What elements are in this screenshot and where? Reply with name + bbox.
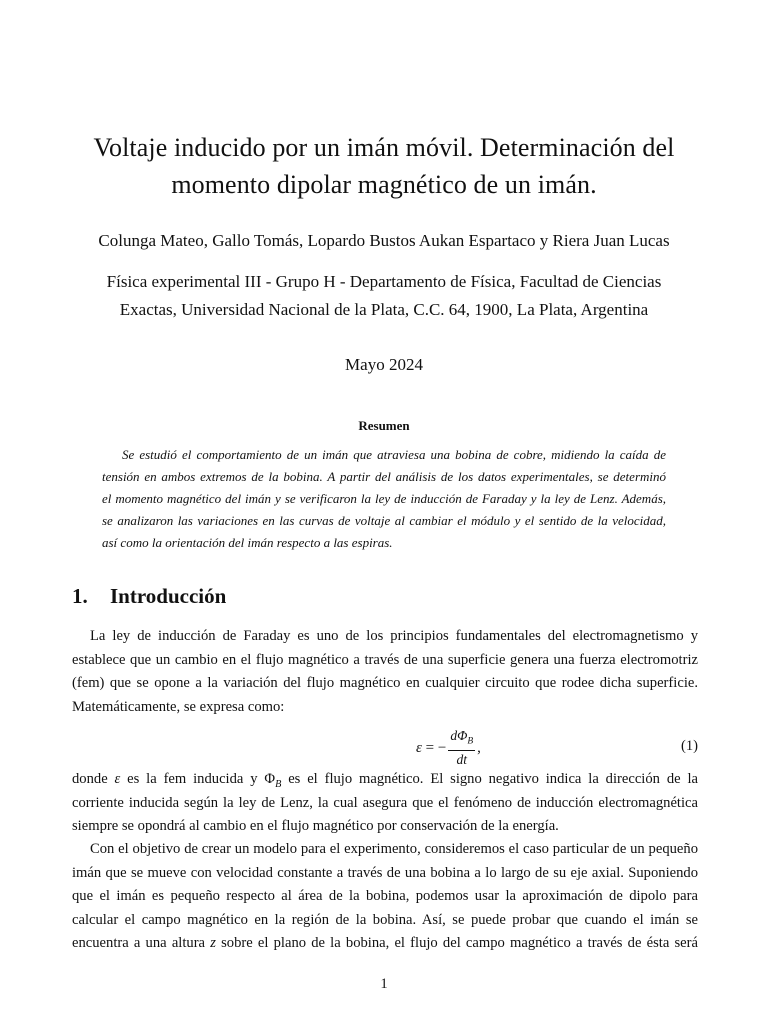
- equation-denominator: dt: [456, 752, 467, 768]
- page-number: 1: [380, 976, 388, 992]
- equation-numerator: [448, 727, 475, 752]
- section-heading-introduccion: [72, 582, 226, 610]
- paper-title-line-2: momento dipolar magnético de un imán.: [171, 170, 597, 199]
- paragraph-line: que el imán es pequeño respecto al área de la bobina, podemos usar la aproximación de dipolo para: [72, 888, 698, 904]
- abstract-line: Se estudió el comportamiento de un imán que atraviesa una bobina de cobre, midiendo la caída de: [122, 447, 666, 462]
- affiliation-line-2: Exactas, Universidad Nacional de la Plata, C.C. 64, 1900, La Plata, Argentina: [119, 300, 649, 319]
- affiliation-line-1: Física experimental III - Grupo H - Departamento de Física, Facultad de Ciencias: [106, 272, 662, 291]
- numerator-subscript: B: [467, 736, 474, 747]
- paragraph-line: Con el objetivo de crear un modelo para el experimento, consideremos el caso particular de un pequeño: [90, 841, 698, 857]
- text-run: es el flujo magnético. El signo negativo indica la dirección de la: [281, 771, 698, 787]
- abstract: [102, 444, 666, 554]
- flux-symbol: Φ: [264, 771, 276, 787]
- paragraph-line: imán que se mueve con velocidad constante a través de una bobina a lo largo de su eje axial. Suponiendo: [72, 864, 698, 881]
- text-run: es la fem inducida y: [120, 771, 265, 787]
- section-number: 1.: [72, 584, 88, 608]
- authors: Colunga Mateo, Gallo Tomás, Lopardo Bustos Aukan Espartaco y Riera Juan Lucas: [98, 231, 670, 250]
- equation-equals-minus: = −: [421, 739, 447, 756]
- paragraph-emf-definition: [72, 768, 698, 839]
- paragraph-line: corriente inducida según la ley de Lenz, la cual asegura que el fenómeno de inducción electromagnética: [72, 794, 698, 811]
- height-variable: z: [210, 935, 216, 951]
- abstract-line: así como la orientación del imán respecto a las espiras.: [102, 535, 393, 550]
- section-title: Introducción: [110, 584, 227, 608]
- paragraph-line: calcular el campo magnético en la región de la bobina. Así, se puede probar que cuando el imán se: [72, 911, 698, 928]
- paragraph-line: Matemáticamente, se expresa como:: [72, 698, 285, 715]
- paragraph-model: [72, 838, 698, 956]
- equation-1: [72, 726, 698, 770]
- text-run: encuentra a una altura: [72, 935, 211, 951]
- paragraph-line: (fem) que se opone a la variación del flujo magnético en cualquier circuito que rodee dicha superficie.: [72, 675, 698, 691]
- equation-fraction: [448, 727, 475, 770]
- equation-label: (1): [680, 738, 698, 754]
- paper-title-line-1: Voltaje inducido por un imán móvil. Determinación del: [93, 133, 675, 162]
- abstract-line: tensión en ambos extremos de la bobina. A partir del análisis de los datos experimentales, se determinó: [102, 469, 666, 484]
- abstract-title: Resumen: [358, 418, 410, 433]
- abstract-line: el momento magnético del imán y se verificaron la ley de inducción de Faraday y la ley de Lenz. Además,: [102, 491, 666, 506]
- paragraph-line: establece que un cambio en el flujo magnético a través de una superficie genera una fuerza electromotriz: [72, 651, 698, 668]
- equation-comma: ,: [477, 739, 481, 756]
- paragraph-faraday-intro: [72, 625, 698, 719]
- numerator-text: dΦ: [450, 727, 468, 743]
- publication-date: Mayo 2024: [345, 355, 423, 374]
- equation-body: [416, 726, 481, 770]
- paragraph-line: [72, 932, 698, 956]
- abstract-line: se analizaron las variaciones en las curvas de voltaje al cambiar el módulo y el sentido de la velocidad,: [102, 513, 666, 528]
- equation-emf-symbol: ε: [416, 739, 422, 756]
- paragraph-line: La ley de inducción de Faraday es uno de los principios fundamentales del electromagnetismo y: [90, 628, 698, 644]
- paragraph-line: [72, 768, 698, 792]
- text-run: sobre el plano de la bobina, el flujo del campo magnético a través de ésta será: [215, 935, 698, 951]
- emf-symbol: ε: [114, 771, 121, 787]
- text-run: donde: [72, 771, 115, 787]
- flux-subscript: B: [275, 778, 282, 790]
- paragraph-line: siempre se opondrá al cambio en el flujo magnético por conservación de la energía.: [72, 818, 559, 834]
